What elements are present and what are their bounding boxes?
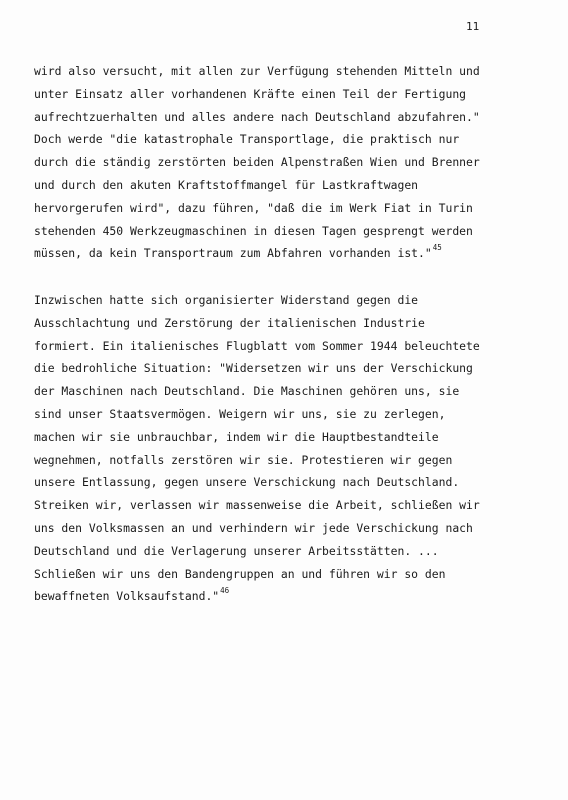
- text-line: formiert. Ein italienisches Flugblatt vom Sommer 1944 beleuchtete: [34, 338, 480, 353]
- text-line: unter Einsatz aller vorhandenen Kräfte einen Teil der Fertigung: [34, 86, 467, 101]
- text-line: Doch werde "die katastrophale Transportlage, die praktisch nur: [34, 132, 460, 147]
- footnote-marker: 45: [432, 243, 442, 253]
- text-line: [34, 242, 544, 265]
- text-line: Inzwischen hatte sich organisierter Widerstand gegen die: [34, 293, 419, 307]
- line-text: bewaffneten Volksaufstand.": [34, 589, 220, 604]
- text-line: hervorgerufen wird", dazu führen, "daß die im Werk Fiat in Turin: [34, 200, 473, 215]
- page-number: 11: [466, 20, 480, 33]
- text-line: unsere Entlassung, gegen unsere Verschickung nach Deutschland.: [34, 475, 460, 490]
- text-line: machen wir sie unbrauchbar, indem wir die Hauptbestandteile: [34, 429, 439, 444]
- text-line: Deutschland und die Verlagerung unserer Arbeitsstätten. ...: [34, 543, 439, 558]
- text-line: der Maschinen nach Deutschland. Die Maschinen gehören uns, sie: [34, 384, 460, 399]
- text-line: Schließen wir uns den Bandengruppen an und führen wir so den: [34, 566, 446, 581]
- paragraph-2: [34, 289, 544, 608]
- text-line: Ausschlachtung und Zerstörung der italienischen Industrie: [34, 315, 425, 330]
- text-line: wegnehmen, notfalls zerstören wir sie. Protestieren wir gegen: [34, 452, 453, 467]
- text-line: durch die ständig zerstörten beiden Alpenstraßen Wien und Brenner: [34, 155, 480, 170]
- text-line: sind unser Staatsvermögen. Weigern wir uns, sie zu zerlegen,: [34, 406, 446, 421]
- text-line: die bedrohliche Situation: "Widersetzen wir uns der Verschickung: [34, 361, 473, 376]
- text-line: uns den Volksmassen an und verhindern wir jede Verschickung nach: [34, 520, 473, 535]
- text-line: wird also versucht, mit allen zur Verfügung stehenden Mitteln und: [34, 64, 480, 78]
- text-line: stehenden 450 Werkzeugmaschinen in diesen Tagen gesprengt werden: [34, 223, 473, 238]
- text-line: aufrechtzuerhalten und alles andere nach Deutschland abzufahren.": [34, 109, 480, 124]
- text-line: Streiken wir, verlassen wir massenweise die Arbeit, schließen wir: [34, 498, 480, 513]
- text-line: [34, 585, 544, 608]
- text-line: und durch den akuten Kraftstoffmangel für Lastkraftwagen: [34, 177, 419, 192]
- footnote-marker: 46: [220, 586, 230, 596]
- paragraph-1: [34, 60, 544, 265]
- line-text: müssen, da kein Transportraum zum Abfahren vorhanden ist.": [34, 246, 432, 261]
